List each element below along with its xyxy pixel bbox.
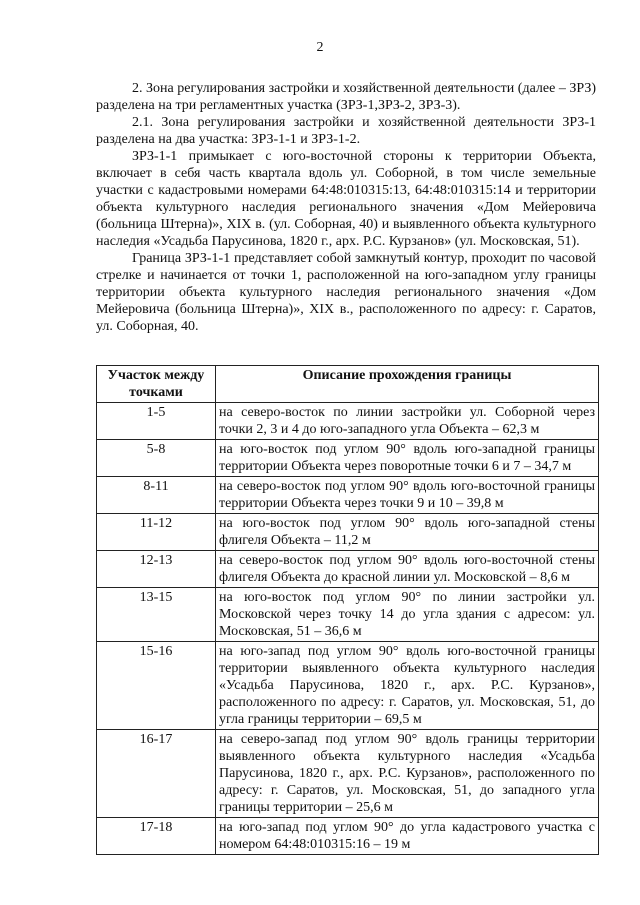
- paragraph: Граница ЗРЗ-1-1 представляет собой замкнутый контур, проходит по часовой стрелке и начинается от точки 1, расположенной на юго-западном углу границы территории объекта культурного наследия регионального значения «Дом Мейеровича (больница Штерна)», XIX в., расположенного по адресу: г. Саратов, ул. Соборная, 40.: [96, 251, 596, 334]
- boundary-table: [96, 365, 599, 855]
- segment-cell: 13-15: [97, 588, 216, 642]
- description-cell: на северо-восток под углом 90° вдоль юго-восточной границы территории Объекта через точки 9 и 10 – 39,8 м: [216, 477, 599, 514]
- description-cell: на северо-запад под углом 90° вдоль границы территории выявленного объекта культурного наследия «Усадьба Парусинова, 1820 г., арх. Р.С. Курзанов», расположенного по адресу: г. Саратов, ул. Московская, 51, до западного угла границы территории – 25,6 м: [216, 730, 599, 818]
- table-row: [97, 440, 599, 477]
- description-cell: на северо-восток по линии застройки ул. Соборной через точки 2, 3 и 4 до юго-западного угла Объекта – 62,3 м: [216, 403, 599, 440]
- page-number: 2: [316, 40, 324, 55]
- table-header-row: [97, 366, 599, 403]
- description-cell: на юго-восток под углом 90° вдоль юго-западной стены флигеля Объекта – 11,2 м: [216, 514, 599, 551]
- body-text: [96, 80, 596, 335]
- segment-cell: 5-8: [97, 440, 216, 477]
- segment-cell: 15-16: [97, 642, 216, 730]
- segment-cell: 11-12: [97, 514, 216, 551]
- description-cell: на юго-запад под углом 90° до угла кадастрового участка с номером 64:48:010315:16 – 19 м: [216, 818, 599, 855]
- paragraph: 2.1. Зона регулирования застройки и хозяйственной деятельности ЗРЗ-1 разделена на два участка: ЗРЗ-1-1 и ЗРЗ-1-2.: [96, 115, 596, 147]
- description-cell: на юго-запад под углом 90° вдоль юго-восточной границы территории выявленного объекта культурного наследия «Усадьба Парусинова, 1820 г., арх. Р.С. Курзанов», расположенного по адресу: г. Саратов, ул. Московская, 51, до угла границы территории – 69,5 м: [216, 642, 599, 730]
- column-header-segment: Участок между точками: [97, 366, 216, 403]
- segment-cell: 17-18: [97, 818, 216, 855]
- segment-cell: 1-5: [97, 403, 216, 440]
- table-row: [97, 730, 599, 818]
- column-header-description: Описание прохождения границы: [216, 366, 599, 403]
- table-row: [97, 588, 599, 642]
- segment-cell: 8-11: [97, 477, 216, 514]
- description-cell: на юго-восток под углом 90° вдоль юго-западной границы территории Объекта через поворотные точки 6 и 7 – 34,7 м: [216, 440, 599, 477]
- table-row: [97, 403, 599, 440]
- segment-cell: 12-13: [97, 551, 216, 588]
- description-cell: на юго-восток под углом 90° по линии застройки ул. Московской через точку 14 до угла здания с адресом: ул. Московская, 51 – 36,6 м: [216, 588, 599, 642]
- segment-cell: 16-17: [97, 730, 216, 818]
- paragraph: ЗРЗ-1-1 примыкает с юго-восточной стороны к территории Объекта, включает в себя часть квартала вдоль ул. Соборной, в том числе земельные участки с кадастровыми номерами 64:48:010315:13, 64:48:010315:14 и территории объекта культурного наследия регионального значения «Дом Мейеровича (больница Штерна)», XIX в. (ул. Соборная, 40) и выявленного объекта культурного наследия «Усадьба Парусинова, 1820 г., арх. Р.С. Курзанов» (ул. Московская, 51).: [96, 149, 596, 249]
- description-cell: на северо-восток под углом 90° вдоль юго-восточной стены флигеля Объекта до красной линии ул. Московской – 8,6 м: [216, 551, 599, 588]
- table-row: [97, 477, 599, 514]
- table-row: [97, 551, 599, 588]
- paragraph: 2. Зона регулирования застройки и хозяйственной деятельности (далее – ЗРЗ) разделена на три регламентных участка (ЗРЗ-1,ЗРЗ-2, ЗРЗ-3).: [96, 81, 596, 113]
- table-row: [97, 642, 599, 730]
- table-row: [97, 818, 599, 855]
- table-row: [97, 514, 599, 551]
